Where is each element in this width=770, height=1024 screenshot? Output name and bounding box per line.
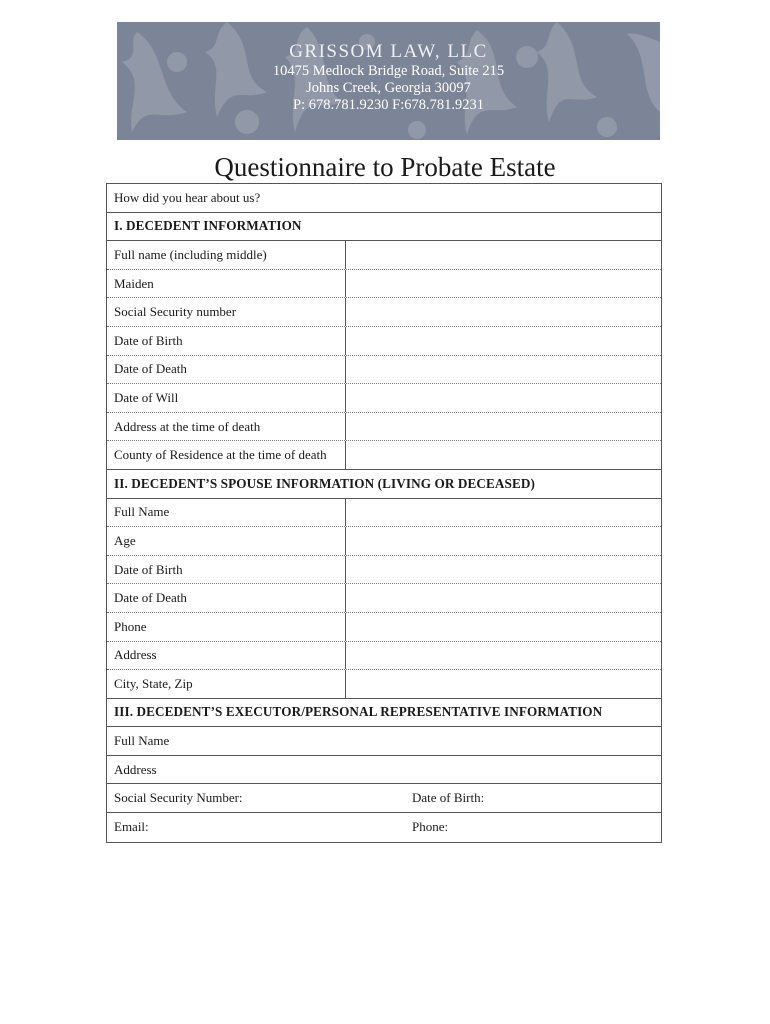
executor-address-label: Address <box>114 761 157 777</box>
executor-phone-field[interactable]: Phone: <box>412 819 449 835</box>
form-row-decedent-date-of-will: Date of Will <box>107 384 661 413</box>
section-heading-executor: III. DECEDENT’S EXECUTOR/PERSONAL REPRESENTATIVE INFORMATION <box>107 699 661 728</box>
form-row-spouse-address: Address <box>107 642 661 671</box>
executor-dob-field[interactable]: Date of Birth: <box>412 790 485 806</box>
firm-address-line-1: 10475 Medlock Bridge Road, Suite 215 <box>272 63 505 79</box>
decedent-dod-field[interactable] <box>346 356 661 384</box>
spouse-age-field[interactable] <box>346 527 661 555</box>
referral-row[interactable] <box>107 184 661 213</box>
spouse-phone-field[interactable] <box>346 613 661 641</box>
form-row-spouse-phone: Phone <box>107 613 661 642</box>
decedent-maiden-field[interactable] <box>346 270 661 298</box>
form-row-decedent-ssn: Social Security number <box>107 298 661 327</box>
spouse-address-field[interactable] <box>346 642 661 670</box>
executor-email-field[interactable]: Email: <box>114 819 149 835</box>
decedent-date-of-will-field[interactable] <box>346 384 661 412</box>
form-row-decedent-address: Address at the time of death <box>107 413 661 442</box>
questionnaire-form <box>106 183 662 843</box>
executor-full-name-label: Full Name <box>114 733 170 749</box>
referral-question: How did you hear about us? <box>114 189 261 205</box>
form-row-decedent-dod: Date of Death <box>107 356 661 385</box>
decedent-full-name-field[interactable] <box>346 241 661 269</box>
spouse-full-name-field[interactable] <box>346 499 661 527</box>
form-row-spouse-age: Age <box>107 527 661 556</box>
firm-address-line-2: Johns Creek, Georgia 30097 <box>306 80 471 96</box>
section-heading-decedent: I. DECEDENT INFORMATION <box>107 213 661 242</box>
form-row-decedent-maiden: Maiden <box>107 270 661 299</box>
spouse-dod-field[interactable] <box>346 584 661 612</box>
form-row-decedent-county: County of Residence at the time of death <box>107 441 661 470</box>
firm-name: GRISSOM LAW, LLC <box>289 41 488 62</box>
section-heading-spouse: II. DECEDENT’S SPOUSE INFORMATION (LIVING OR DECEASED) <box>107 470 661 499</box>
form-row-spouse-dod: Date of Death <box>107 584 661 613</box>
form-row-spouse-dob: Date of Birth <box>107 556 661 585</box>
form-row-decedent-full-name: Full name (including middle) <box>107 241 661 270</box>
decedent-address-field[interactable] <box>346 413 661 441</box>
decedent-dob-field[interactable] <box>346 327 661 355</box>
form-row-decedent-dob: Date of Birth <box>107 327 661 356</box>
spouse-dob-field[interactable] <box>346 556 661 584</box>
form-row-spouse-city-state-zip: City, State, Zip <box>107 670 661 699</box>
decedent-ssn-field[interactable] <box>346 298 661 326</box>
form-row-executor-email-phone <box>107 813 661 842</box>
form-row-executor-ssn-dob <box>107 784 661 813</box>
firm-phone-fax: P: 678.781.9230 F:678.781.9231 <box>293 97 484 113</box>
form-row-executor-full-name[interactable] <box>107 727 661 756</box>
page-title: Questionnaire to Probate Estate <box>214 152 556 182</box>
form-row-spouse-full-name: Full Name <box>107 499 661 528</box>
executor-ssn-field[interactable]: Social Security Number: <box>114 790 243 806</box>
decedent-county-field[interactable] <box>346 441 661 469</box>
letterhead-banner <box>117 22 660 140</box>
form-row-executor-address[interactable] <box>107 756 661 785</box>
spouse-city-state-zip-field[interactable] <box>346 670 661 698</box>
